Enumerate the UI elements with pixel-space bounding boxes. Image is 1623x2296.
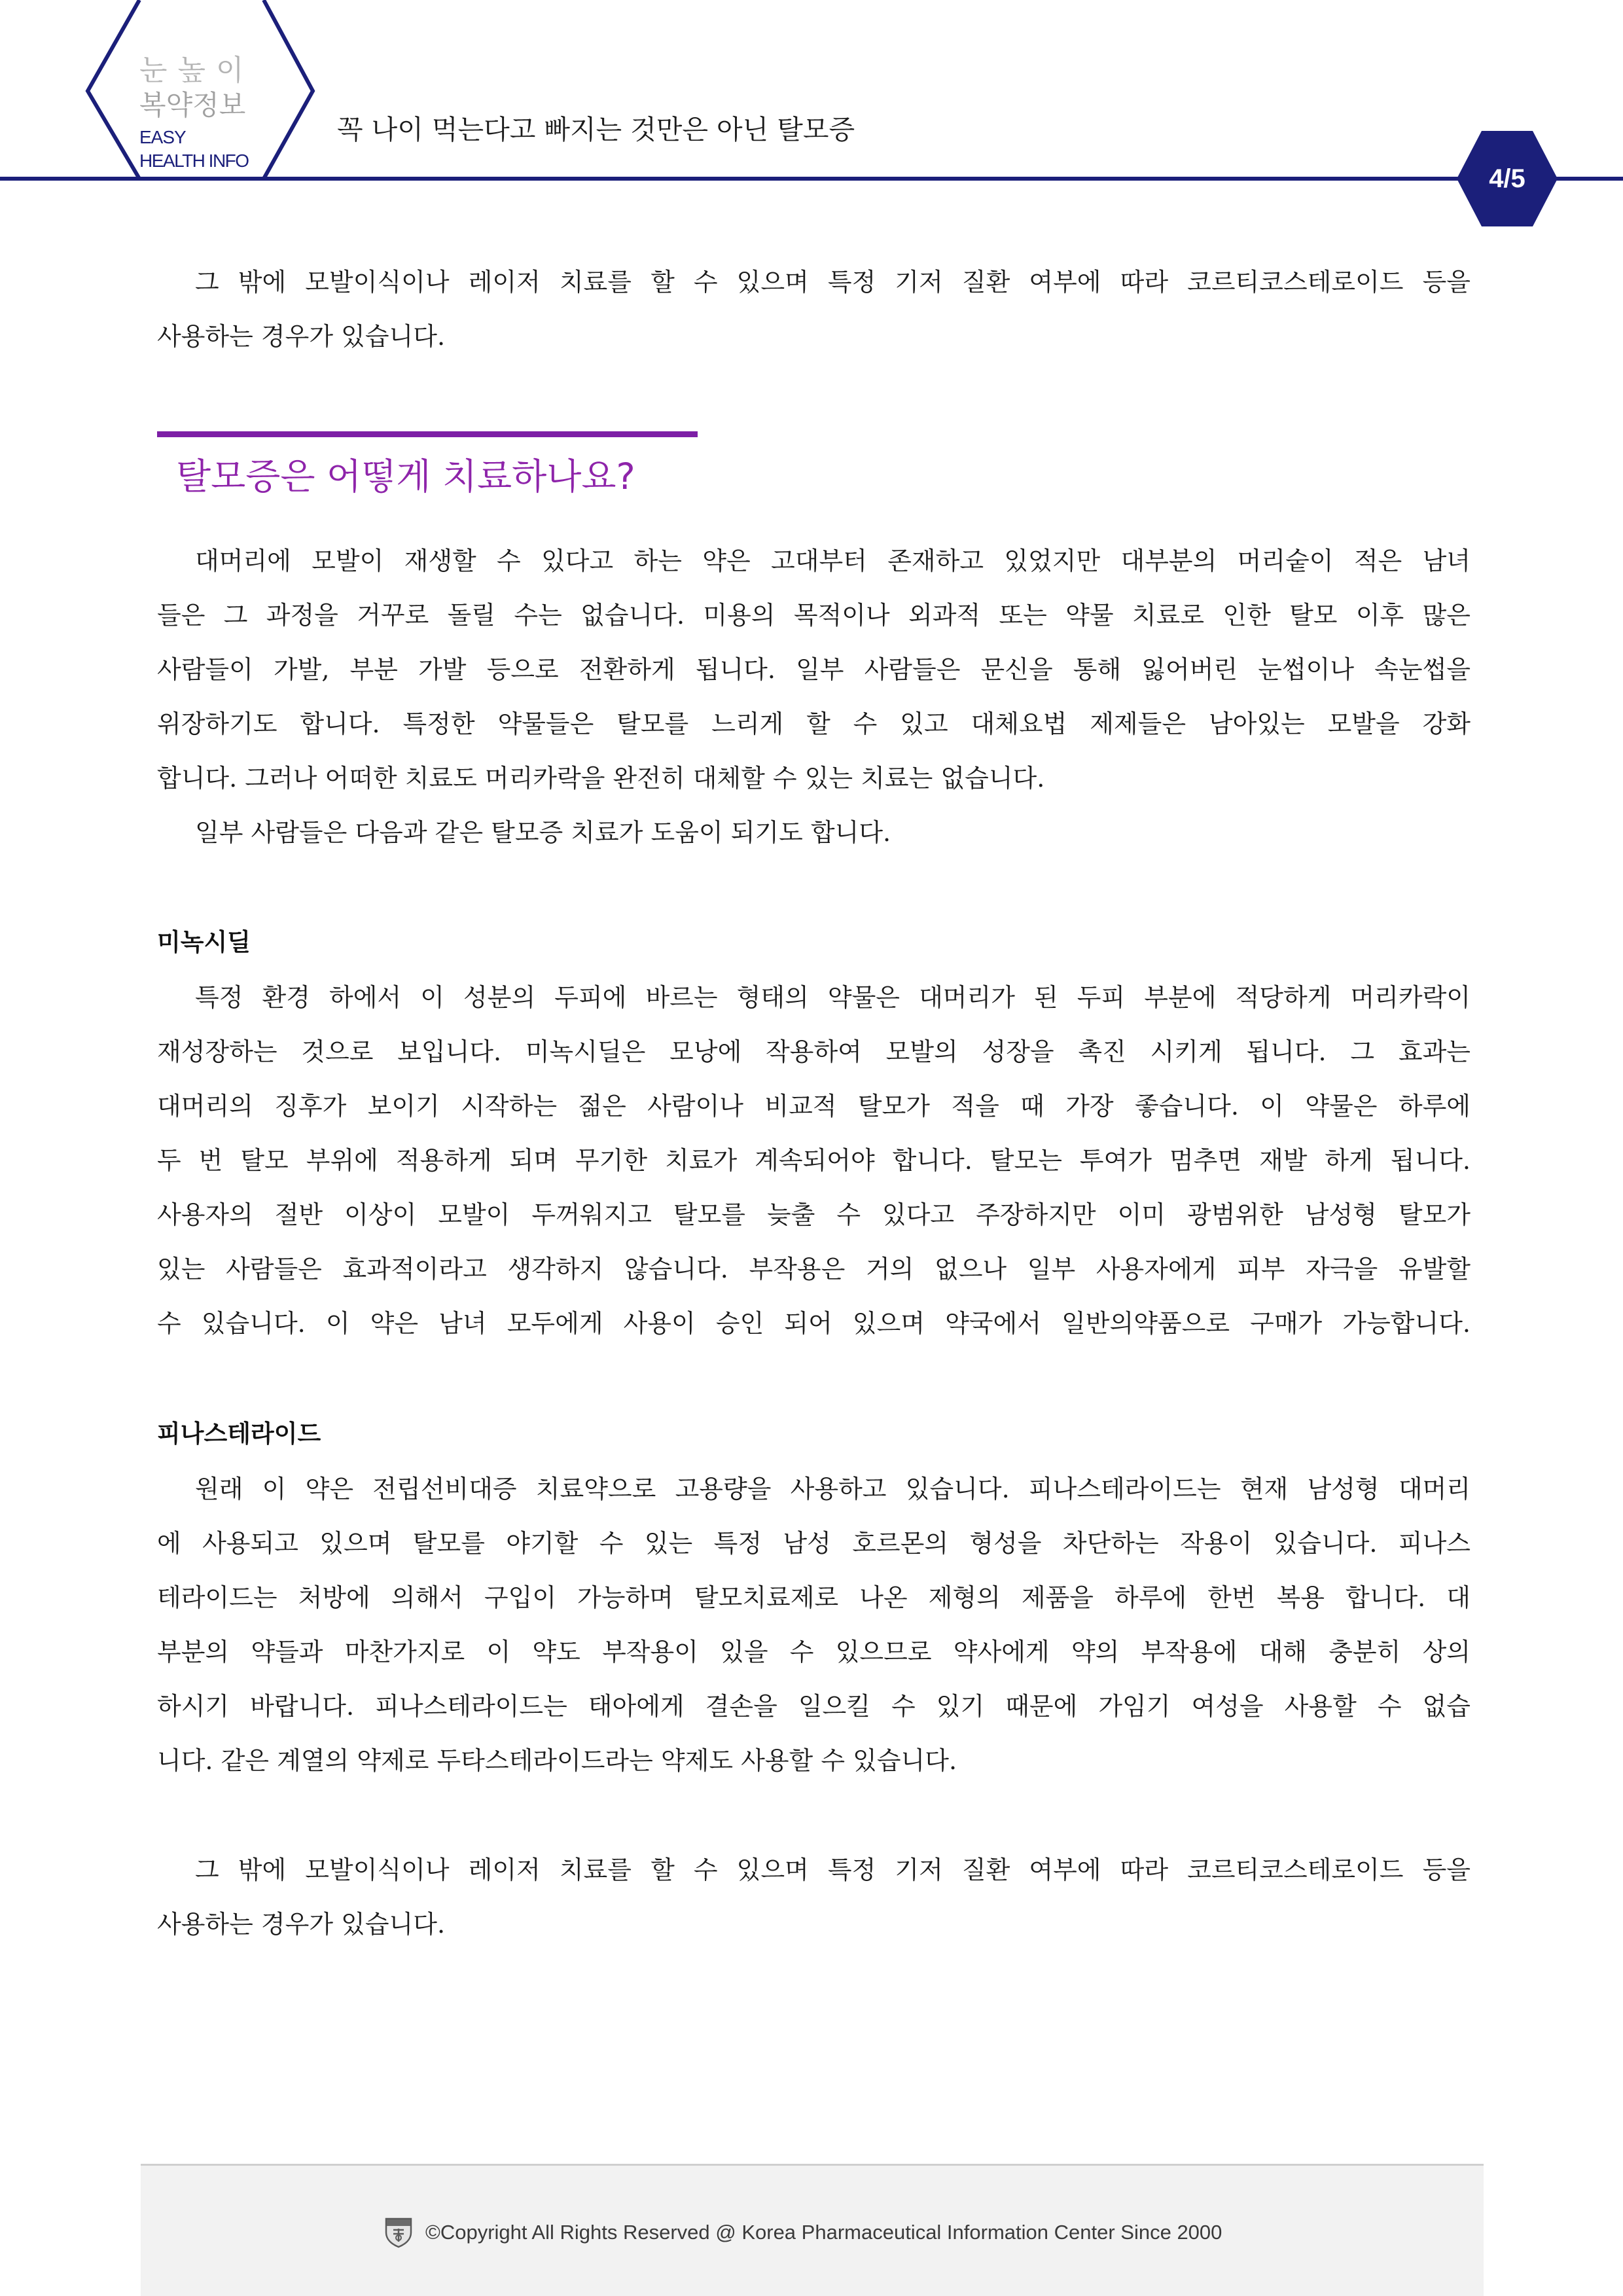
minoxidil-paragraph xyxy=(157,971,1471,1351)
text-line: 합니다. 그러나 어떠한 치료도 머리카락을 완전히 대체할 수 있는 치료는 없습니다. xyxy=(157,764,1045,793)
text-line: 위장하기도 합니다. 특정한 약물들은 탈모를 느리게 할 수 있고 대체요법 제제들은 남아있는 모발을 강화 xyxy=(157,709,1471,738)
emblem-icon xyxy=(384,2217,413,2248)
text-line: 두 번 탈모 부위에 적용하게 되며 무기한 치료가 계속되어야 합니다. 탈모는 투여가 멈추면 재발 하게 됩니다. xyxy=(157,1146,1471,1175)
text-line: 하시기 바랍니다. 피나스테라이드는 태아에게 결손을 일으킬 수 있기 때문에 가임기 여성을 사용할 수 없습 xyxy=(157,1692,1471,1721)
text-line: 그 밖에 모발이식이나 레이저 치료를 할 수 있으며 특정 기저 질환 여부에 따라 코르티코스테로이드 등을 xyxy=(195,268,1471,296)
finasteride-heading: 피나스테라이드 xyxy=(157,1420,321,1448)
text-line: 수 있습니다. 이 약은 남녀 모두에게 사용이 승인 되어 있으며 약국에서 일반의약품으로 구매가 가능합니다. xyxy=(157,1309,1471,1338)
text-line: 재성장하는 것으로 보입니다. 미녹시딜은 모낭에 작용하여 모발의 성장을 촉진 시키게 됩니다. 그 효과는 xyxy=(157,1037,1471,1066)
logo-text-line1: 눈 높 이 xyxy=(139,54,245,87)
text-line: 사람들이 가발, 부분 가발 등으로 전환하게 됩니다. 일부 사람들은 문신을 통해 잃어버린 눈썹이나 속눈썹을 xyxy=(157,655,1471,684)
treatment-intro-paragraph xyxy=(157,806,1471,860)
text-line: 니다. 같은 계열의 약제로 두타스테라이드라는 약제도 사용할 수 있습니다. xyxy=(157,1746,957,1775)
text-line: 대머리의 징후가 보이기 시작하는 젊은 사람이나 비교적 탈모가 적을 때 가장 좋습니다. 이 약물은 하루에 xyxy=(157,1092,1471,1121)
text-line: 그 밖에 모발이식이나 레이저 치료를 할 수 있으며 특정 기저 질환 여부에 따라 코르티코스테로이드 등을 xyxy=(195,1856,1471,1884)
text-line: 대머리에 모발이 재생할 수 있다고 하는 약은 고대부터 존재하고 있었지만 대부분의 머리숱이 적은 남녀 xyxy=(195,547,1471,575)
text-line: 사용자의 절반 이상이 모발이 두꺼워지고 탈모를 늦출 수 있다고 주장하지만 이미 광범위한 남성형 탈모가 xyxy=(157,1200,1471,1229)
copyright-text: ©Copyright All Rights Reserved @ Korea Pharmaceutical Information Center Since 2000 xyxy=(425,2221,1222,2244)
document-title: 꼭 나이 먹는다고 빠지는 것만은 아닌 탈모증 xyxy=(337,114,855,145)
text-line: 테라이드는 처방에 의해서 구입이 가능하며 탈모치료제로 나온 제형의 제품을 하루에 한번 복용 합니다. 대 xyxy=(157,1583,1471,1612)
finasteride-paragraph xyxy=(157,1462,1471,1788)
treatment-paragraph xyxy=(157,534,1471,806)
logo-text-line4: HEALTH INFO xyxy=(139,151,249,171)
text-line: 특정 환경 하에서 이 성분의 두피에 바르는 형태의 약물은 대머리가 된 두피 부분에 적당하게 머리카락이 xyxy=(195,983,1471,1012)
page-footer xyxy=(141,2164,1484,2296)
text-line: 사용하는 경우가 있습니다. xyxy=(157,322,446,351)
closing-paragraph xyxy=(157,1843,1471,1952)
logo-hexagon-left-edge xyxy=(88,0,139,179)
text-line: 원래 이 약은 전립선비대증 치료약으로 고용량을 사용하고 있습니다. 피나스테라이드는 현재 남성형 대머리 xyxy=(195,1475,1471,1503)
text-line: 에 사용되고 있으며 탈모를 야기할 수 있는 특정 남성 호르몬의 형성을 차단하는 작용이 있습니다. 피나스 xyxy=(157,1529,1471,1558)
text-line: 부분의 약들과 마찬가지로 이 약도 부작용이 있을 수 있으므로 약사에게 약의 부작용에 대해 충분히 상의 xyxy=(157,1638,1471,1666)
minoxidil-heading: 미녹시딜 xyxy=(157,928,251,956)
logo-text-line2: 복약정보 xyxy=(139,89,246,121)
text-line: 들은 그 과정을 거꾸로 돌릴 수는 없습니다. 미용의 목적이나 외과적 또는 약물 치료로 인한 탈모 이후 많은 xyxy=(157,601,1471,630)
text-line: 일부 사람들은 다음과 같은 탈모증 치료가 도움이 되기도 합니다. xyxy=(195,818,891,847)
section-heading: 탈모증은 어떻게 치료하나요? xyxy=(176,456,635,497)
section-heading-rule xyxy=(157,431,698,437)
text-line: 사용하는 경우가 있습니다. xyxy=(157,1910,446,1939)
logo-text-line3: EASY xyxy=(139,127,186,147)
logo-hexagon-right-edge xyxy=(264,0,313,179)
text-line: 있는 사람들은 효과적이라고 생각하지 않습니다. 부작용은 거의 없으나 일부 사용자에게 피부 자극을 유발할 xyxy=(157,1255,1471,1283)
page-number: 4/5 xyxy=(1489,164,1525,193)
intro-paragraph xyxy=(157,255,1471,364)
